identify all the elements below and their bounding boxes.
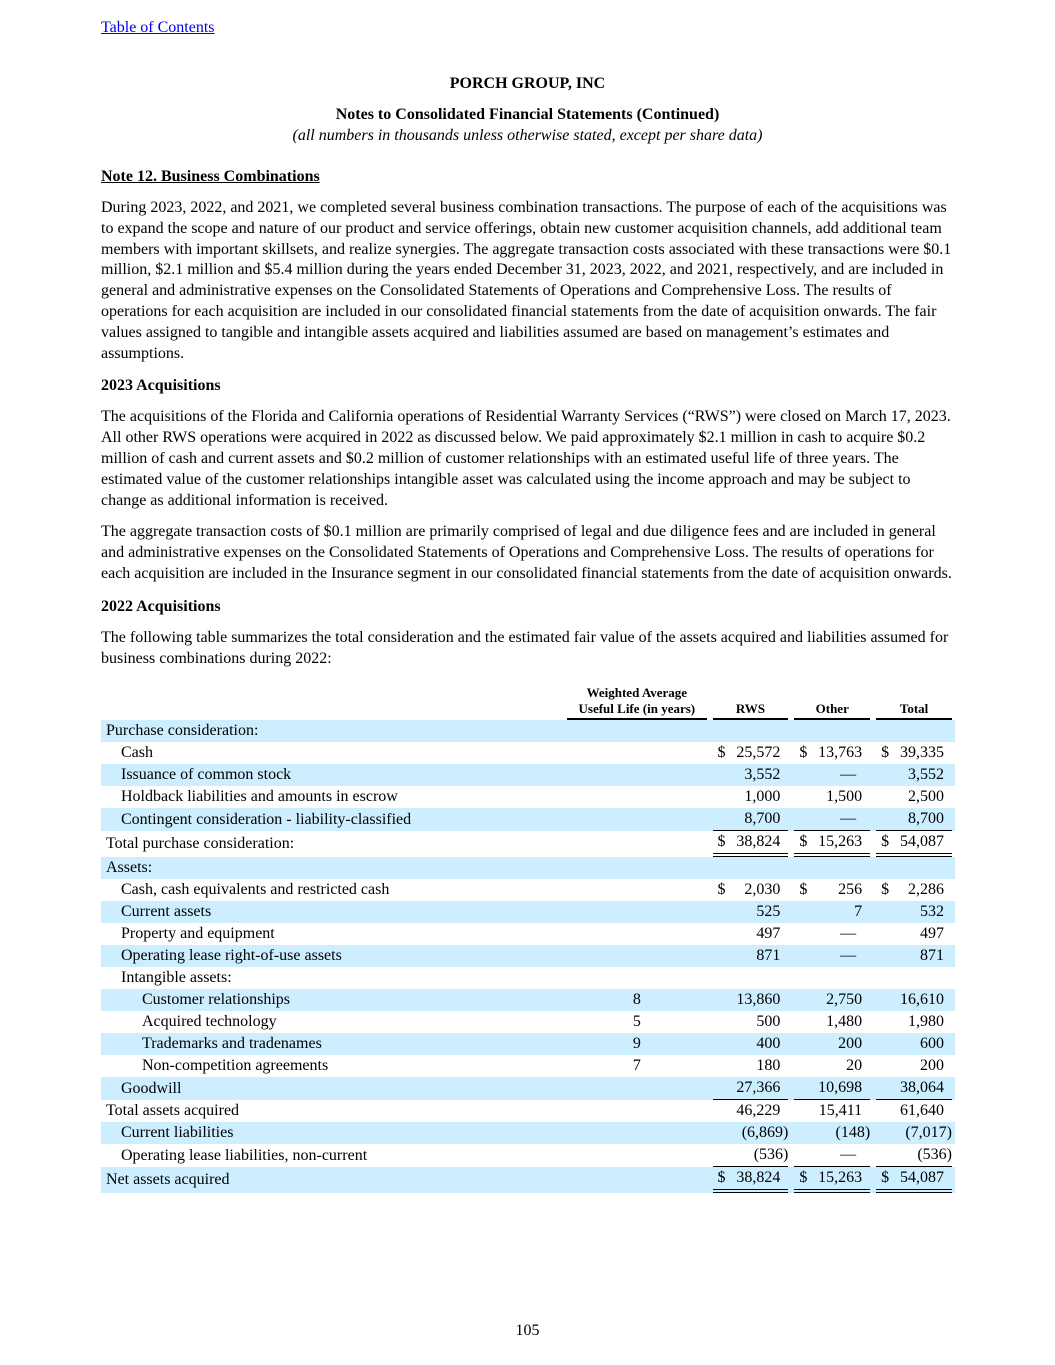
amount-wrapper	[794, 901, 870, 923]
row-total-cell	[873, 1167, 955, 1193]
row-other-cell	[791, 1077, 873, 1100]
table-row	[101, 857, 955, 879]
amount-value: 10,698	[818, 1079, 863, 1097]
row-rws-cell	[710, 1144, 792, 1167]
amount-value: —	[840, 766, 857, 784]
amount-wrapper	[713, 1055, 789, 1077]
row-other-cell	[791, 879, 873, 901]
row-label: Assets:	[101, 857, 564, 879]
row-rws-cell	[710, 1055, 792, 1077]
amount-wrapper	[876, 945, 952, 967]
row-label: Goodwill	[101, 1077, 564, 1100]
currency-symbol: $	[717, 881, 726, 899]
amount-value: 20	[846, 1057, 863, 1075]
table-row	[101, 1077, 955, 1100]
notes-subtitle: (all numbers in thousands unless otherwise stated, except per share data)	[292, 127, 763, 144]
row-total-cell	[873, 720, 955, 742]
header-rws: RWS	[710, 684, 792, 720]
row-rws-cell	[710, 1100, 792, 1122]
amount-value: (536)	[917, 1146, 952, 1164]
row-rws-cell	[710, 831, 792, 857]
row-total-cell	[873, 923, 955, 945]
row-total-cell	[873, 1033, 955, 1055]
header-useful-life-line2: Useful Life (in years)	[578, 701, 696, 717]
currency-symbol: $	[717, 744, 726, 762]
table-row	[101, 1055, 955, 1077]
amount-wrapper	[713, 1077, 789, 1100]
row-useful-life	[564, 786, 709, 808]
table-of-contents-link[interactable]: Table of Contents	[101, 19, 215, 36]
company-name: PORCH GROUP, INC	[449, 75, 606, 92]
table-row	[101, 923, 955, 945]
amount-wrapper	[794, 1033, 870, 1055]
amount-wrapper	[794, 879, 870, 901]
amount-value: 532	[920, 903, 944, 921]
row-label: Intangible assets:	[121, 969, 232, 987]
currency-symbol: $	[799, 881, 808, 899]
row-useful-life	[564, 967, 709, 989]
row-label: Contingent consideration - liability-classified	[101, 808, 564, 831]
row-rws-cell	[710, 945, 792, 967]
row-rws-cell	[710, 1011, 792, 1033]
section-heading-2023: 2023 Acquisitions	[101, 377, 221, 395]
amount-value: 497	[920, 925, 944, 943]
amount-wrapper	[876, 923, 952, 945]
notes-title: Notes to Consolidated Financial Statements (Continued)	[335, 106, 720, 123]
row-rws-cell	[710, 720, 792, 742]
amount-value: 1,480	[826, 1013, 863, 1031]
table-row	[101, 945, 955, 967]
currency-symbol: $	[881, 881, 890, 899]
row-useful-life	[564, 1077, 709, 1100]
amount-wrapper	[794, 764, 870, 786]
amount-wrapper	[713, 786, 789, 808]
amount-value: 54,087	[900, 1169, 944, 1187]
row-label: Property and equipment	[121, 925, 275, 943]
table-row	[101, 1011, 955, 1033]
row-useful-life	[564, 901, 709, 923]
amount-value: 16,610	[900, 991, 944, 1009]
amount-wrapper	[794, 742, 870, 764]
row-label: Non-competition agreements	[142, 1057, 329, 1075]
amount-value: 2,030	[744, 881, 781, 899]
row-useful-life	[564, 1167, 709, 1193]
row-total-cell	[873, 1077, 955, 1100]
row-label: Operating lease right-of-use assets	[101, 945, 564, 967]
amount-wrapper	[713, 1100, 789, 1122]
amount-wrapper	[713, 1033, 789, 1055]
amount-wrapper	[713, 808, 789, 831]
amount-value: (148)	[835, 1124, 871, 1142]
table-row	[101, 742, 955, 764]
amount-wrapper	[794, 1122, 870, 1144]
table-row	[101, 901, 955, 923]
row-rws-cell	[710, 857, 792, 879]
row-total-cell	[873, 1100, 955, 1122]
row-other-cell	[791, 1100, 873, 1122]
amount-value: —	[840, 810, 857, 828]
table-row	[101, 989, 955, 1011]
row-total-cell	[873, 1122, 955, 1144]
table-row	[101, 1033, 955, 1055]
amount-wrapper	[876, 989, 952, 1011]
row-rws-cell	[710, 901, 792, 923]
currency-symbol: $	[881, 1169, 890, 1187]
amount-value: 871	[920, 947, 944, 965]
row-label: Total purchase consideration:	[106, 835, 295, 853]
table-header-row	[101, 684, 955, 720]
row-total-cell	[873, 901, 955, 923]
row-other-cell	[791, 1144, 873, 1167]
amount-wrapper	[876, 901, 952, 923]
row-other-cell	[791, 1167, 873, 1193]
row-rws-cell	[710, 1122, 792, 1144]
amount-value: 8,700	[908, 810, 944, 828]
amount-value: 7	[854, 903, 863, 921]
row-other-cell	[791, 742, 873, 764]
row-rws-cell	[710, 879, 792, 901]
amount-value: 8,700	[744, 810, 781, 828]
amount-wrapper	[876, 1122, 952, 1144]
row-label: Current assets	[101, 901, 564, 923]
table-row	[101, 808, 955, 831]
row-label: Issuance of common stock	[101, 764, 564, 786]
amount-value: 3,552	[908, 766, 944, 784]
header-label	[101, 684, 564, 720]
row-useful-life	[564, 1122, 709, 1144]
row-other-cell	[791, 1055, 873, 1077]
amount-value: 1,980	[908, 1013, 944, 1031]
row-label: Operating lease liabilities, non-current	[121, 1146, 368, 1164]
amount-wrapper	[713, 879, 789, 901]
amount-wrapper	[794, 989, 870, 1011]
row-other-cell	[791, 808, 873, 831]
amount-wrapper	[794, 923, 870, 945]
row-useful-life	[564, 831, 709, 857]
amount-wrapper	[794, 1167, 870, 1193]
row-useful-life	[564, 808, 709, 831]
row-other-cell	[791, 857, 873, 879]
intro-paragraph: During 2023, 2022, and 2021, we completed several business combination transactions. The purpose of each of the acquisitions was to expand the scope and nature of our product and service offerings, obtain new customer acquisition channels, add additional team members with important skillsets, and realize synergies. The aggregate transaction costs associated with these transactions were $0.1 million, $2.1 million and $5.4 million during the years ended December 31, 2023, 2022, and 2021, respectively, and are included in general and administrative expenses on the Consolidated Statements of Operations and Comprehensive Loss. The results of operations for each acquisition are included in our consolidated financial statements from the date of acquisition onwards. The fair values assigned to tangible and intangible assets acquired and liabilities assumed are based on management’s estimates and assumptions.	[101, 199, 952, 362]
amount-wrapper	[794, 831, 870, 857]
amount-wrapper	[713, 1167, 789, 1193]
header-useful-life-line1: Weighted Average	[586, 685, 688, 701]
row-total-cell	[873, 1011, 955, 1033]
amount-value: 500	[756, 1013, 781, 1031]
table-row	[101, 967, 955, 989]
amount-wrapper	[876, 1077, 952, 1100]
amount-value: 15,263	[818, 833, 863, 851]
amount-value: —	[840, 947, 857, 965]
row-other-cell	[791, 1122, 873, 1144]
amount-wrapper	[794, 786, 870, 808]
amount-wrapper	[876, 831, 952, 857]
amount-wrapper	[713, 831, 789, 857]
amount-value: —	[840, 925, 857, 943]
amount-value: 2,750	[826, 991, 863, 1009]
table-body	[101, 720, 955, 1193]
row-other-cell	[791, 764, 873, 786]
amount-wrapper	[876, 742, 952, 764]
amount-wrapper	[876, 879, 952, 901]
row-label: Acquired technology	[142, 1013, 277, 1031]
amount-wrapper	[794, 945, 870, 967]
row-total-cell	[873, 1055, 955, 1077]
amount-value: 200	[920, 1057, 944, 1075]
amount-value: 39,335	[900, 744, 944, 762]
amount-wrapper	[713, 989, 789, 1011]
amount-wrapper	[713, 901, 789, 923]
amount-wrapper	[713, 764, 789, 786]
row-useful-life: 5	[632, 1013, 641, 1031]
paragraph-2023-2: The aggregate transaction costs of $0.1 million are primarily comprised of legal and due diligence fees and are included in general and administrative expenses on the Consolidated Statements of Operations and Comprehensive Loss. The results of operations for each acquisition are included in the Insurance segment in our consolidated financial statements from the date of acquisition onwards.	[101, 523, 952, 582]
table-row	[101, 879, 955, 901]
row-label: Customer relationships	[101, 989, 564, 1011]
row-label: Cash, cash equivalents and restricted cash	[121, 881, 390, 899]
row-rws-cell	[710, 1167, 792, 1193]
amount-wrapper	[794, 808, 870, 831]
currency-symbol: $	[881, 833, 890, 851]
currency-symbol: $	[717, 1169, 726, 1187]
row-rws-cell	[710, 742, 792, 764]
amount-wrapper	[876, 1011, 952, 1033]
amount-wrapper	[876, 1100, 952, 1122]
amount-wrapper	[713, 1011, 789, 1033]
amount-value: 25,572	[736, 744, 781, 762]
amount-value: 13,860	[736, 991, 781, 1009]
amount-value: 600	[920, 1035, 944, 1053]
amount-value: 3,552	[744, 766, 781, 784]
row-total-cell	[873, 786, 955, 808]
row-label: Current liabilities	[101, 1122, 564, 1144]
row-useful-life: 9	[564, 1033, 709, 1055]
amount-value: 27,366	[736, 1079, 781, 1097]
amount-wrapper	[876, 786, 952, 808]
amount-value: 256	[838, 881, 863, 899]
amount-wrapper	[876, 808, 952, 831]
amount-wrapper	[713, 742, 789, 764]
amount-value: 38,824	[736, 833, 781, 851]
row-label: Net assets acquired	[101, 1167, 564, 1193]
row-label: Total assets acquired	[106, 1102, 240, 1120]
paragraph-2023-1: The acquisitions of the Florida and California operations of Residential Warranty Services (“RWS”) were closed on March 17, 2023. All other RWS operations were acquired in 2022 as discussed below. We paid approximately $2.1 million in cash to acquire $0.2 million of cash and current assets and $0.2 million of customer relationships with an estimated useful life of three years. The estimated value of the customer relationships intangible asset was calculated using the income approach and may be subject to change as additional information is received.	[101, 408, 951, 509]
amount-value: 54,087	[900, 833, 944, 851]
row-useful-life	[564, 720, 709, 742]
row-total-cell	[873, 742, 955, 764]
row-useful-life	[564, 742, 709, 764]
row-other-cell	[791, 1011, 873, 1033]
amount-value: 15,263	[818, 1169, 863, 1187]
table-row	[101, 1167, 955, 1193]
amount-value: (536)	[753, 1146, 789, 1164]
table-row	[101, 831, 955, 857]
row-useful-life	[564, 879, 709, 901]
amount-wrapper	[794, 1077, 870, 1100]
table-row	[101, 786, 955, 808]
row-other-cell	[791, 945, 873, 967]
amount-wrapper	[713, 1122, 789, 1144]
document-body	[101, 166, 955, 1193]
amount-wrapper	[794, 1100, 870, 1122]
amount-value: 497	[756, 925, 781, 943]
paragraph-2022-1: The following table summarizes the total consideration and the estimated fair value of the assets acquired and liabilities assumed for business combinations during 2022:	[101, 628, 949, 667]
row-useful-life	[564, 923, 709, 945]
section-heading-2022: 2022 Acquisitions	[101, 597, 221, 615]
row-other-cell	[791, 967, 873, 989]
row-total-cell	[873, 945, 955, 967]
header-total: Total	[873, 684, 955, 720]
row-label: Cash	[121, 744, 153, 762]
amount-value: 180	[756, 1057, 781, 1075]
amount-wrapper	[794, 1055, 870, 1077]
amount-wrapper	[713, 923, 789, 945]
header-useful-life	[564, 684, 709, 720]
row-other-cell	[791, 901, 873, 923]
amount-value: (7,017)	[905, 1124, 952, 1142]
amount-value: 46,229	[736, 1102, 781, 1120]
row-rws-cell	[710, 808, 792, 831]
amount-wrapper	[713, 1144, 789, 1167]
row-rws-cell	[710, 923, 792, 945]
table-row	[101, 720, 955, 742]
row-label: Holdback liabilities and amounts in escrow	[121, 788, 398, 806]
amount-wrapper	[876, 1167, 952, 1193]
row-total-cell	[873, 764, 955, 786]
amount-value: 2,286	[908, 881, 944, 899]
currency-symbol: $	[799, 833, 808, 851]
row-useful-life	[564, 857, 709, 879]
row-label: Trademarks and tradenames	[101, 1033, 564, 1055]
row-useful-life	[564, 764, 709, 786]
amount-value: 200	[838, 1035, 863, 1053]
amount-wrapper	[876, 1055, 952, 1077]
amount-value: 15,411	[818, 1102, 863, 1120]
amount-wrapper	[794, 1011, 870, 1033]
amount-value: 1,000	[744, 788, 781, 806]
row-total-cell	[873, 857, 955, 879]
amount-value: —	[840, 1146, 857, 1164]
row-useful-life	[564, 1144, 709, 1167]
amount-value: 2,500	[908, 788, 944, 806]
row-other-cell	[791, 831, 873, 857]
note-heading: Note 12. Business Combinations	[101, 168, 320, 185]
row-total-cell	[873, 967, 955, 989]
row-total-cell	[873, 808, 955, 831]
amount-wrapper	[794, 1144, 870, 1167]
row-useful-life	[564, 945, 709, 967]
table-row	[101, 1100, 955, 1122]
page-number: 105	[515, 1322, 540, 1339]
amount-value: 400	[756, 1035, 781, 1053]
amount-value: 38,064	[900, 1079, 944, 1097]
row-total-cell	[873, 879, 955, 901]
currency-symbol: $	[799, 1169, 808, 1187]
row-total-cell	[873, 831, 955, 857]
table-row	[101, 1144, 955, 1167]
amount-value: 61,640	[900, 1102, 944, 1120]
row-rws-cell	[710, 1077, 792, 1100]
amount-wrapper	[876, 1033, 952, 1055]
row-useful-life: 8	[564, 989, 709, 1011]
row-rws-cell	[710, 764, 792, 786]
table-row	[101, 764, 955, 786]
row-other-cell	[791, 923, 873, 945]
row-label: Purchase consideration:	[101, 720, 564, 742]
row-other-cell	[791, 786, 873, 808]
amount-value: (6,869)	[741, 1124, 789, 1142]
row-rws-cell	[710, 989, 792, 1011]
header-other: Other	[791, 684, 873, 720]
row-other-cell	[791, 1033, 873, 1055]
row-rws-cell	[710, 967, 792, 989]
amount-value: 38,824	[736, 1169, 781, 1187]
amount-value: 525	[756, 903, 781, 921]
row-useful-life: 7	[632, 1057, 641, 1075]
row-total-cell	[873, 1144, 955, 1167]
amount-value: 871	[756, 947, 781, 965]
amount-value: 1,500	[826, 788, 863, 806]
row-useful-life	[564, 1100, 709, 1122]
row-other-cell	[791, 989, 873, 1011]
currency-symbol: $	[799, 744, 808, 762]
table-row	[101, 1122, 955, 1144]
currency-symbol: $	[881, 744, 890, 762]
amount-wrapper	[713, 945, 789, 967]
business-combinations-table	[101, 684, 955, 1193]
row-other-cell	[791, 720, 873, 742]
row-rws-cell	[710, 1033, 792, 1055]
row-rws-cell	[710, 786, 792, 808]
currency-symbol: $	[717, 833, 726, 851]
amount-value: 13,763	[818, 744, 863, 762]
row-total-cell	[873, 989, 955, 1011]
amount-wrapper	[876, 1144, 952, 1167]
amount-wrapper	[876, 764, 952, 786]
